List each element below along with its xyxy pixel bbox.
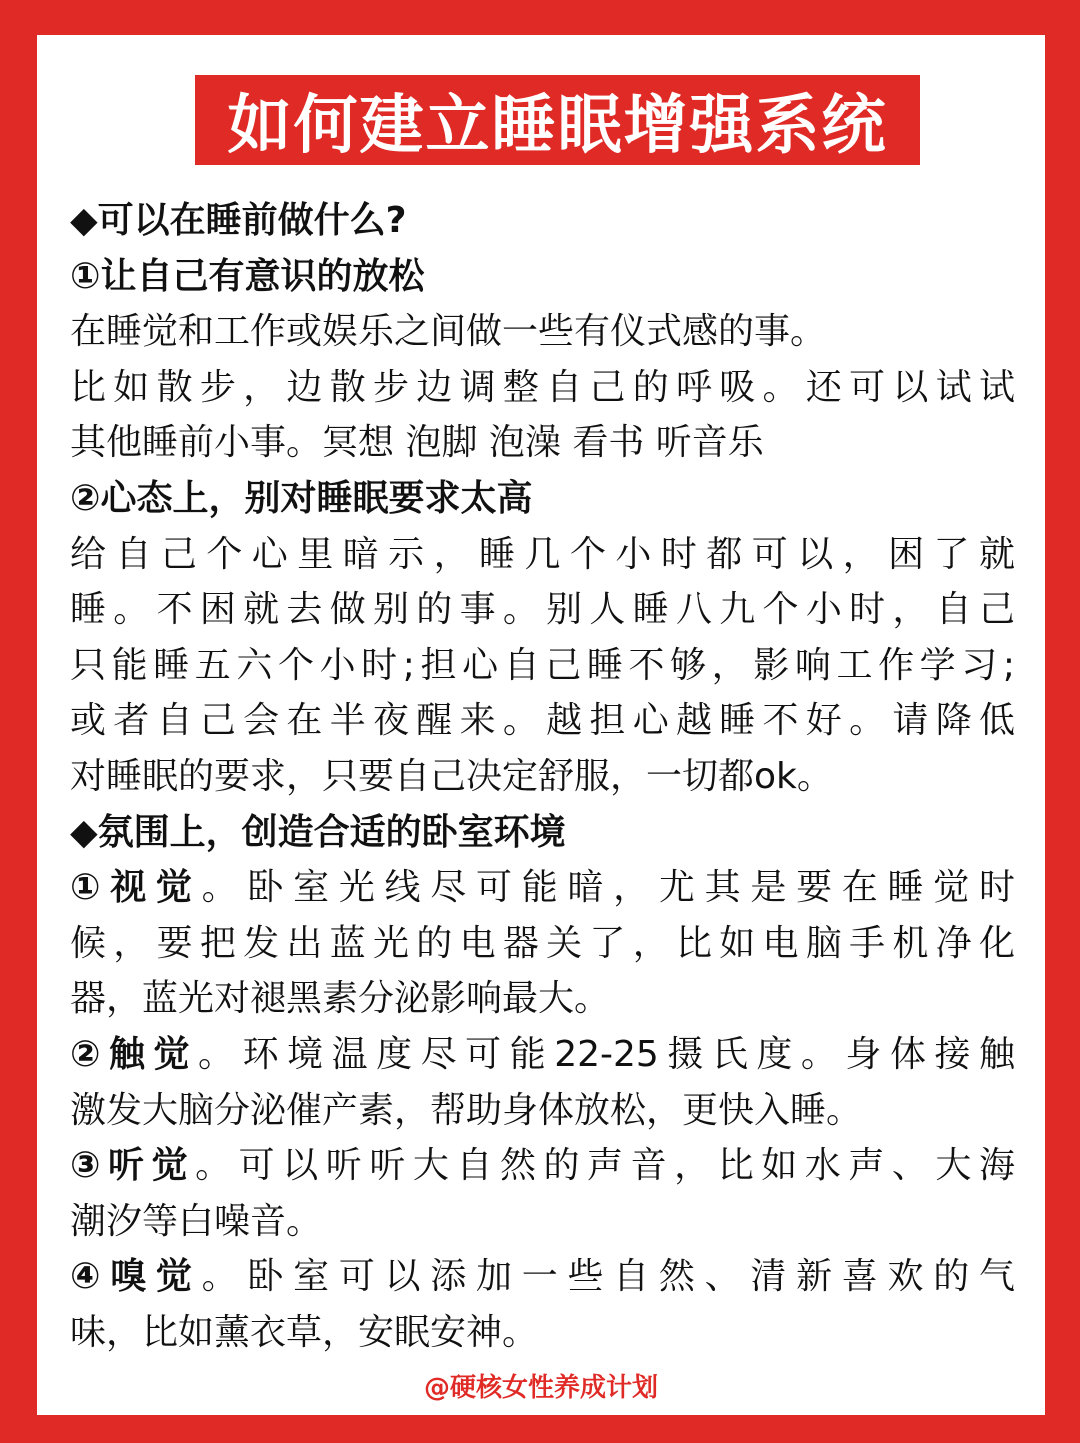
body-text-line: 比如散步，边散步边调整自己的呼吸。还可以试试 (70, 366, 1015, 408)
body-text-line (70, 1138, 1015, 1194)
body-text-line: 激发大脑分泌催产素，帮助身体放松，更快入睡。 (70, 1089, 863, 1131)
body-text-line: 器，蓝光对褪黑素分泌影响最大。 (70, 978, 611, 1020)
sense-description: 。卧室光线尽可能暗，尤其是要在睡觉时 (201, 867, 1015, 909)
section-heading: ②心态上，别对睡眠要求太高 (70, 477, 533, 519)
sense-label: ②触觉 (70, 1033, 199, 1075)
body-text-line: 给自己个心里暗示，睡几个小时都可以，困了就 (70, 533, 1015, 575)
sense-label: ①视觉 (70, 867, 202, 909)
body-text-line: 潮汐等白噪音。 (70, 1200, 323, 1242)
body-text-line: 味，比如薰衣草，安眠安神。 (70, 1311, 539, 1353)
body-text-line (70, 860, 1015, 916)
sense-label: ③听觉 (70, 1145, 196, 1187)
body-text-line: 睡。不困就去做别的事。别人睡八九个小时，自己 (70, 589, 1015, 631)
section-heading: ◆氛围上，创造合适的卧室环境 (70, 811, 566, 853)
body-text-line: 候，要把发出蓝光的电器关了，比如电脑手机净化 (70, 922, 1015, 964)
sense-label: ④嗅觉 (70, 1256, 202, 1298)
sense-description: 。可以听听大自然的声音，比如水声、大海 (195, 1145, 1015, 1187)
body-text-line (70, 1249, 1015, 1305)
body-text-line: 在睡觉和工作或娱乐之间做一些有仪式感的事。 (70, 311, 827, 353)
body-text-line: 或者自己会在半夜醒来。越担心越睡不好。请降低 (70, 700, 1015, 742)
watermark: @硬核女性养成计划 (423, 1373, 658, 1403)
body-text-line: 其他睡前小事。冥想 泡脚 泡澡 看书 听音乐 (70, 422, 764, 464)
sense-description: 。环境温度尽可能22-25摄氏度。身体接触 (198, 1033, 1015, 1075)
page-title: 如何建立睡眠增强系统 (227, 89, 888, 163)
article-body (70, 193, 1015, 1360)
sense-description: 。卧室可以添加一些自然、清新喜欢的气 (201, 1256, 1015, 1298)
body-text-line: 只能睡五六个小时;担心自己睡不够，影响工作学习; (70, 644, 1015, 686)
section-heading: ①让自己有意识的放松 (70, 255, 425, 297)
section-heading: ◆可以在睡前做什么? (70, 200, 407, 241)
body-text-line (70, 1027, 1015, 1083)
body-text-line: 对睡眠的要求，只要自己决定舒服，一切都ok。 (70, 755, 833, 797)
content-card (37, 35, 1045, 1415)
title-banner (195, 75, 920, 165)
